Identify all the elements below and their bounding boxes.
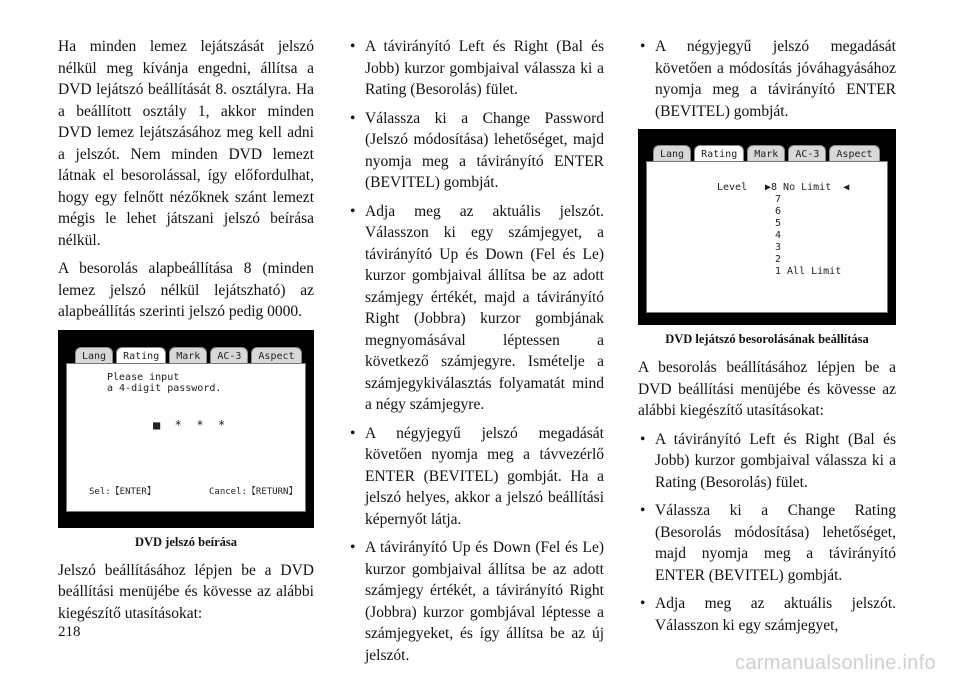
prompt-line-2: a 4-digit password. — [107, 382, 222, 394]
level-label: Level — [717, 182, 748, 193]
password-digits: ■ * * * — [153, 417, 226, 432]
level-option-7: 7 — [775, 194, 782, 205]
level-option-3: 3 — [775, 242, 782, 253]
tab-mark: Mark — [169, 347, 207, 364]
select-hint: Sel:【ENTER】 — [89, 486, 156, 497]
menu-tabs — [75, 347, 302, 364]
list-item: • A négyjegyű jelszó megadását követően a módosítás jóváhagyásához nyomja meg a távirányító ENTER (BEVITEL) gombját. — [640, 38, 896, 120]
cancel-hint: Cancel:【RETURN】 — [209, 486, 298, 497]
rating-level-screen — [638, 129, 896, 325]
tab-mark: Mark — [747, 145, 785, 162]
tab-lang: Lang — [75, 347, 113, 364]
column-left — [58, 36, 314, 631]
column-middle — [348, 36, 604, 673]
figure-caption-rating: DVD lejátszó besorolásának beállítása — [665, 332, 869, 346]
tab-lang: Lang — [653, 145, 691, 162]
password-steps-list — [348, 36, 604, 666]
screen-panel — [66, 363, 306, 512]
rating-setup-paragraph: A besorolás beállításához lépjen be a DVD beállítási menüjébe és kövesse az alábbi kiegészítő utasításokat: — [638, 359, 896, 419]
list-item: • A távirányító Left és Right (Bal és Jobb) kurzor gombjaival válassza ki a Rating (Besorolás) fület. — [640, 430, 896, 491]
tab-ac3: AC-3 — [210, 347, 248, 364]
list-item: • Adja meg az aktuális jelszót. Válasszon ki egy számjegyet, a távirányító Up és Down (Fel és Le) kurzor gombjaival állítsa be az adott számjegy értékét, majd a távirányító Right (Jobbra) kurzor gombjának megnyomásával léptessen a következő számjegyre. Ismételje a számjegykiválasztás folyamatát mind a négy számjegyre. — [350, 202, 604, 413]
tab-rating: Rating — [694, 145, 744, 162]
tab-aspect: Aspect — [251, 347, 301, 364]
rating-steps-list — [638, 429, 896, 637]
level-option-1: 1 All Limit — [775, 266, 842, 277]
figure-caption-password: DVD jelszó beírása — [134, 534, 238, 549]
level-option-5: 5 — [775, 218, 782, 229]
level-option-2: 2 — [775, 254, 782, 265]
default-rating-paragraph: A besorolás alapbeállítása 8 (minden lemez jelszó nélkül lejátszható) az alapbeállítás szerinti jelszó pedig 0000. — [58, 260, 314, 320]
prompt-line-1: Please input — [107, 371, 180, 383]
level-option-4: 4 — [775, 230, 782, 241]
list-item: • A négyjegyű jelszó megadását követően nyomja meg a távvezérlő ENTER (BEVITEL) gombját. Ha a jelszó helyes, akkor a jelszó beállítási képernyőt látja. — [350, 424, 604, 528]
password-entry-screen — [58, 330, 314, 528]
watermark: carmanualsonline.info — [735, 652, 936, 674]
list-item: • A távirányító Up és Down (Fel és Le) kurzor gombjaival állítsa be az adott számjegy értékét, a távirányító Right (Jobbra) kurzor gombjával léptesse a számjegyeket, és így állítsa be az új jelszót. — [350, 539, 604, 664]
screen-panel — [646, 161, 888, 313]
tab-aspect: Aspect — [829, 145, 879, 162]
menu-tabs — [653, 145, 880, 162]
column-right — [638, 36, 896, 643]
level-option-8: ▶8 No Limit ◀ — [765, 182, 850, 193]
page-number: 218 — [58, 624, 81, 640]
password-setup-paragraph: Jelszó beállításához lépjen be a DVD beállítási menüjébe és kövesse az alábbi kiegészítő utasításokat: — [58, 561, 314, 622]
list-item: • Adja meg az aktuális jelszót. Válasszon ki egy számjegyet, — [640, 595, 896, 634]
tab-ac3: AC-3 — [788, 145, 826, 162]
tab-rating: Rating — [116, 347, 166, 364]
list-item: • Válassza ki a Change Rating (Besorolás módosítása) lehetőséget, majd nyomja meg a távirányító ENTER (BEVITEL) gombját. — [640, 502, 896, 584]
intro-paragraph: Ha minden lemez lejátszását jelszó nélkül meg kívánja engedni, állítsa a DVD lejátszó beállítását 8. osztályra. Ha a beállított osztály 1, akkor minden DVD lemez lejátszásához meg kell adni a jelszót. Nem minden DVD lemezt látnak el besorolással, így előfordulhat, hogy egy felnőtt nézőknek szánt lemezt mégis le lehet játszani jelszó beírása nélkül. — [58, 38, 314, 249]
confirm-step-list — [638, 36, 896, 122]
list-item: • A távirányító Left és Right (Bal és Jobb) kurzor gombjaival válassza ki a Rating (Besorolás) fület. — [350, 38, 604, 98]
level-option-6: 6 — [775, 206, 782, 217]
list-item: • Válassza ki a Change Password (Jelszó módosítása) lehetőséget, majd nyomja meg a távirányító ENTER (BEVITEL) gombját. — [350, 109, 604, 191]
